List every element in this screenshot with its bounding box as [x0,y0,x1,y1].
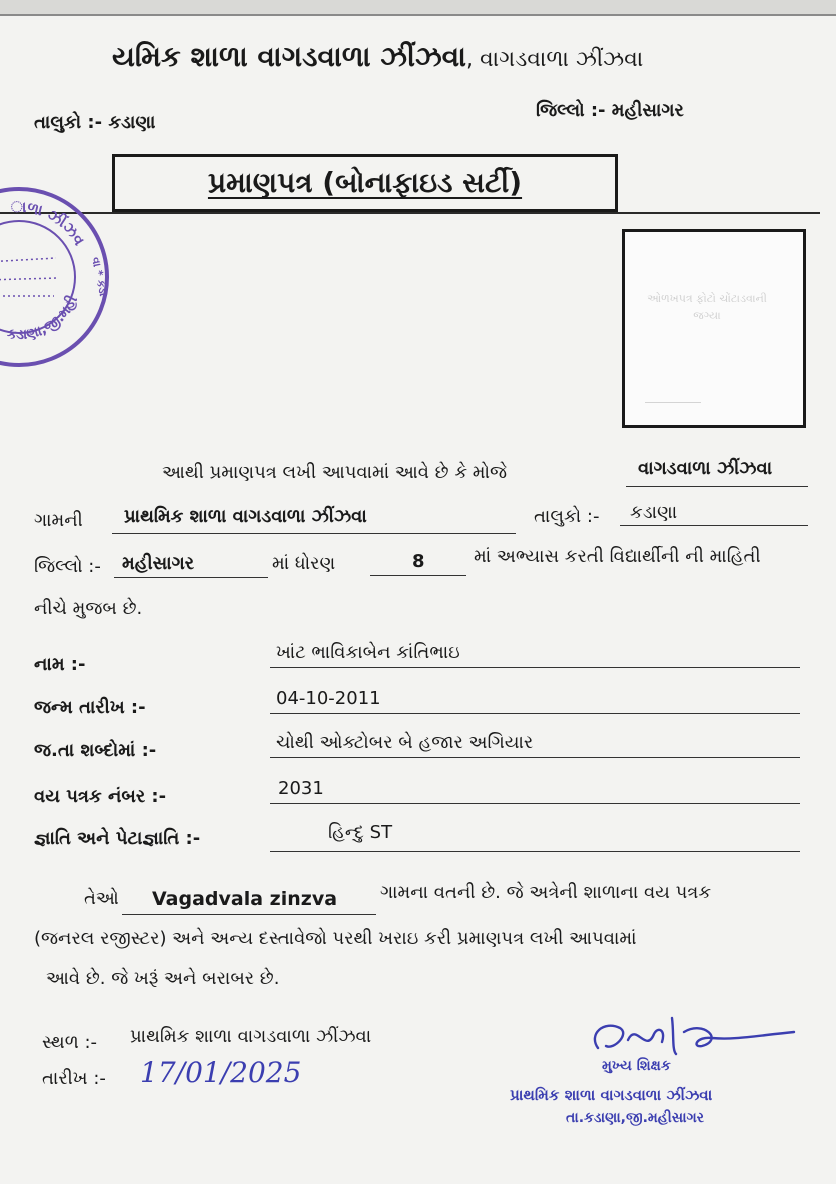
field-register-underline [270,803,800,804]
cert-line1-text: આથી પ્રમાણપત્ર લખી આપવામાં આવે છે કે મોજે [162,462,507,483]
village-underline [626,486,808,487]
school-underline [112,533,516,534]
field-name-label: નામ :- [34,654,86,675]
top-border-line [0,14,836,16]
cert-std-text: માં ધોરણ [272,553,336,574]
field-dob-words-label: જ.તા શબ્દોમાં :- [34,740,157,761]
field-name-underline [270,667,800,668]
header-taluka: તાલુકો :- કડાણા [34,112,156,133]
top-scan-band [0,0,836,14]
residence-village: Vagadvala zinzva [152,888,338,910]
district-underline [114,577,268,578]
footer-place: પ્રાથમિક શાળા વાગડવાળા ઝીંઝવા [130,1026,372,1047]
school-place: , વાગડવાળા ઝીંઝવા [466,47,644,72]
field-dob-words-value: ચોથી ઓક્ટોબર બે હજાર અગિયાર [276,732,534,753]
field-dob-underline [270,713,800,714]
photo-note: ઓળખપત્ર ફોટો ચોંટાડવાની જગ્યા [647,292,767,322]
header-district: જિલ્લો :- મહીસાગર [536,100,684,121]
signature-role: મુખ્ય શિક્ષક [602,1058,671,1074]
school-name: યમિક શાળા વાગડવાળા ઝીંઝવા [112,40,467,73]
cert-village: વાગડવાળા ઝીંઝવા [638,458,773,479]
taluka-underline [620,525,808,526]
field-dob-label: જન્મ તારીખ :- [34,697,146,718]
svg-text:કડાણા,જી.મહી [6,293,81,343]
footer-date-label: તારીખ :- [42,1068,106,1089]
title-divider [0,212,820,214]
residence-line3: આવે છે. જે ખરૂં અને બરાબર છે. [46,968,280,989]
cert-district: મહીસાગર [122,553,195,574]
std-underline [370,575,466,576]
stamp-right-text: વા * કડા [89,255,110,298]
field-register-label: વય પત્રક નંબર :- [34,786,167,807]
cert-school: પ્રાથમિક શાળા વાગડવાળા ઝીંઝવા [124,506,367,527]
cert-line2-prefix: ગામની [34,510,83,531]
certificate-title-box [112,154,618,212]
certificate-title: પ્રમાણપત્ર (બોનાફાઇડ સર્ટી) [207,166,523,199]
field-caste-value: હિન્દુ ST [328,822,393,843]
school-header [112,40,643,74]
cert-std: 8 [412,551,425,572]
field-dob-value: 04-10-2011 [276,688,381,709]
stamp-bottom-text: કડાણા,જી.મહી [6,293,82,344]
svg-text:ાળા ઝીંઝવ [11,198,89,249]
cert-below-text: નીચે મુજબ છે. [34,598,143,619]
school-round-stamp [0,184,112,370]
signature-address: તા.કડાણા,જી.મહીસાગર [566,1110,704,1126]
stamp-top-text: ાળા ઝીંઝવ [10,197,89,249]
residence-line2: (જનરલ રજીસ્ટર) અને અન્ય દસ્તાવેજો પરથી ખરાઇ કરી પ્રમાણપત્ર લખી આપવામાં [34,928,637,949]
signature-school: પ્રાથમિક શાળા વાગડવાળા ઝીંઝવા [510,1086,713,1104]
cert-taluka-label: તાલુકો :- [534,506,600,527]
field-caste-label: જ્ઞાતિ અને પેટાજ્ઞાતિ :- [34,828,201,849]
field-caste-underline [270,851,800,852]
residence-suffix: ગામના વતની છે. જે અત્રેની શાળાના વય પત્રક [380,882,712,903]
field-name-value: ખાંટ ભાવિકાબેન કાંતિભાઇ [276,642,460,663]
residence-underline [122,914,376,915]
cert-taluka: કડાણા [630,502,678,523]
cert-study-text: માં અભ્યાસ કરતી વિદ્યાર્થીની ની માહિતી [474,546,761,567]
field-register-value: 2031 [278,778,324,799]
photo-placeholder-box [622,229,806,428]
cert-district-label: જિલ્લો :- [34,556,101,577]
residence-prefix: તેઓ [84,888,119,909]
footer-place-label: સ્થળ :- [42,1032,98,1053]
field-dob-words-underline [270,757,800,758]
footer-date: 17/01/2025 [140,1056,302,1089]
photo-faint-line [645,402,701,403]
